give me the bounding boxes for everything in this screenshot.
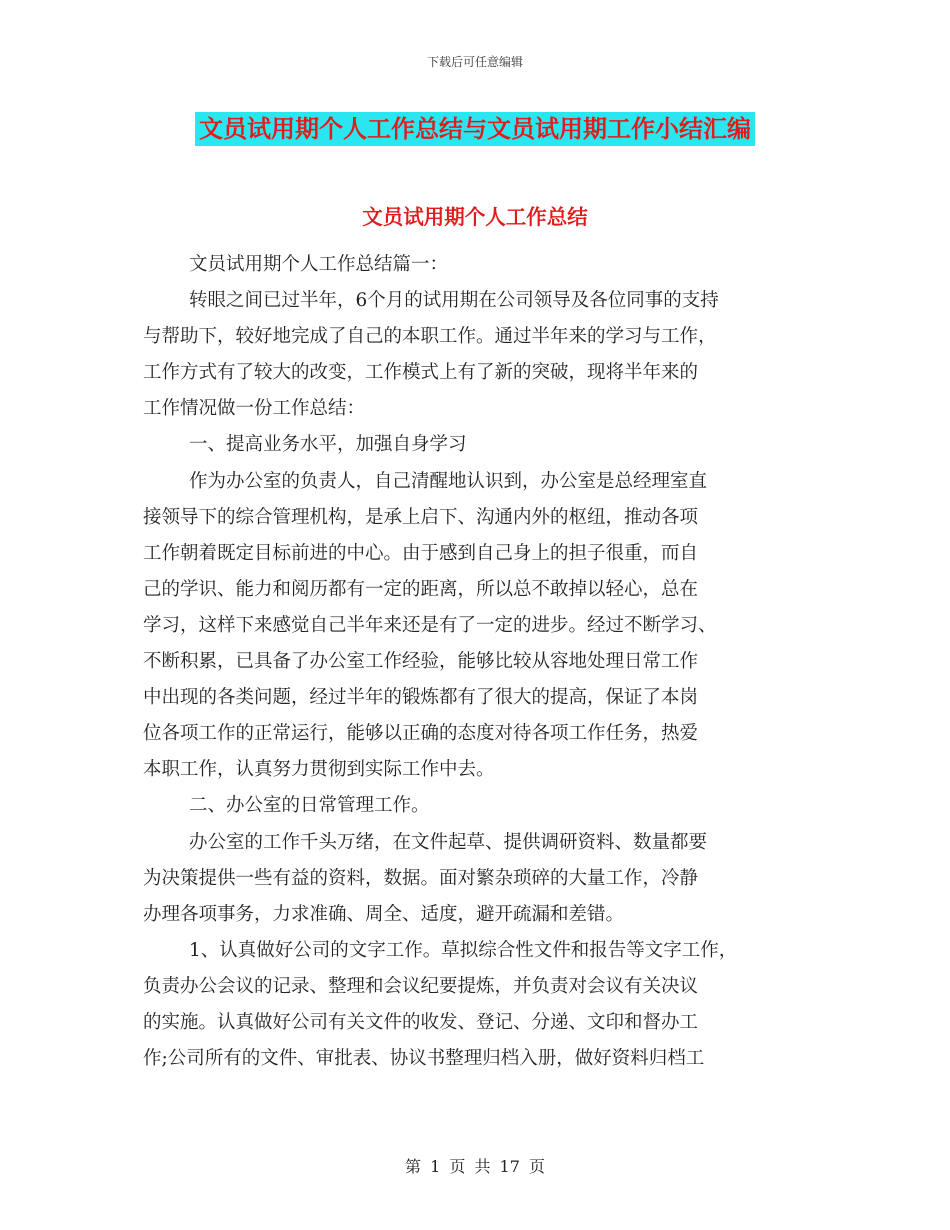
paragraph-line: 负责办公会议的记录、整理和会议纪要提炼，并负责对会议有关决议 <box>143 975 699 997</box>
subheading-line: 一、提高业务水平，加强自身学习 <box>189 434 467 456</box>
section-title: 文员试用期个人工作总结 <box>362 205 588 229</box>
paragraph-line: 转眼之间已过半年，6个月的试用期在公司领导及各位同事的支持 <box>189 290 719 312</box>
subheading-line: 二、办公室的日常管理工作。 <box>189 795 430 817</box>
body-text <box>143 247 815 1077</box>
paragraph-line: 为决策提供一些有益的资料，数据。面对繁杂琐碎的大量工作，冷静 <box>143 867 699 889</box>
paragraph-line: 的实施。认真做好公司有关文件的收发、登记、分递、文印和督办工 <box>143 1011 699 1033</box>
page-header: 下载后可任意编辑 <box>426 55 523 69</box>
paragraph-line: 文员试用期个人工作总结篇一： <box>189 254 449 275</box>
paragraph-line: 作为办公室的负责人，自己清醒地认识到，办公室是总经理室直 <box>189 470 708 492</box>
paragraph-line: 学习，这样下来感觉自己半年来还是有了一定的进步。经过不断学习、 <box>143 614 717 636</box>
paragraph-line: 与帮助下，较好地完成了自己的本职工作。通过半年来的学习与工作， <box>143 326 717 348</box>
page-footer: 第 1 页 共 17 页 <box>405 1157 545 1176</box>
document-title: 文员试用期个人工作总结与文员试用期工作小结汇编 <box>195 112 755 146</box>
paragraph-line: 办公室的工作千头万绪，在文件起草、提供调研资料、数量都要 <box>189 831 708 853</box>
paragraph-line: 己的学识、能力和阅历都有一定的距离，所以总不敢掉以轻心，总在 <box>143 578 699 600</box>
paragraph-line: 位各项工作的正常运行，能够以正确的态度对待各项工作任务，热爱 <box>143 723 699 745</box>
paragraph-line: 办理各项事务，力求准确、周全、适度，避开疏漏和差错。 <box>143 903 625 925</box>
paragraph-line: 接领导下的综合管理机构，是承上启下、沟通内外的枢纽，推动各项 <box>143 506 699 528</box>
paragraph-line: 工作方式有了较大的改变，工作模式上有了新的突破，现将半年来的 <box>143 362 699 384</box>
paragraph-line: 工作朝着既定目标前进的中心。由于感到自己身上的担子很重，而自 <box>143 542 699 564</box>
paragraph-line: 作;公司所有的文件、审批表、协议书整理归档入册，做好资料归档工 <box>143 1048 705 1070</box>
paragraph-line: 1、认真做好公司的文字工作。草拟综合性文件和报告等文字工作， <box>189 939 738 961</box>
paragraph-line: 中出现的各类问题，经过半年的锻炼都有了很大的提高，保证了本岗 <box>143 687 699 709</box>
paragraph-line: 不断积累，已具备了办公室工作经验，能够比较从容地处理日常工作 <box>143 651 699 673</box>
paragraph-line: 本职工作，认真努力贯彻到实际工作中去。 <box>143 759 495 781</box>
paragraph-line: 工作情况做一份工作总结： <box>143 398 366 420</box>
